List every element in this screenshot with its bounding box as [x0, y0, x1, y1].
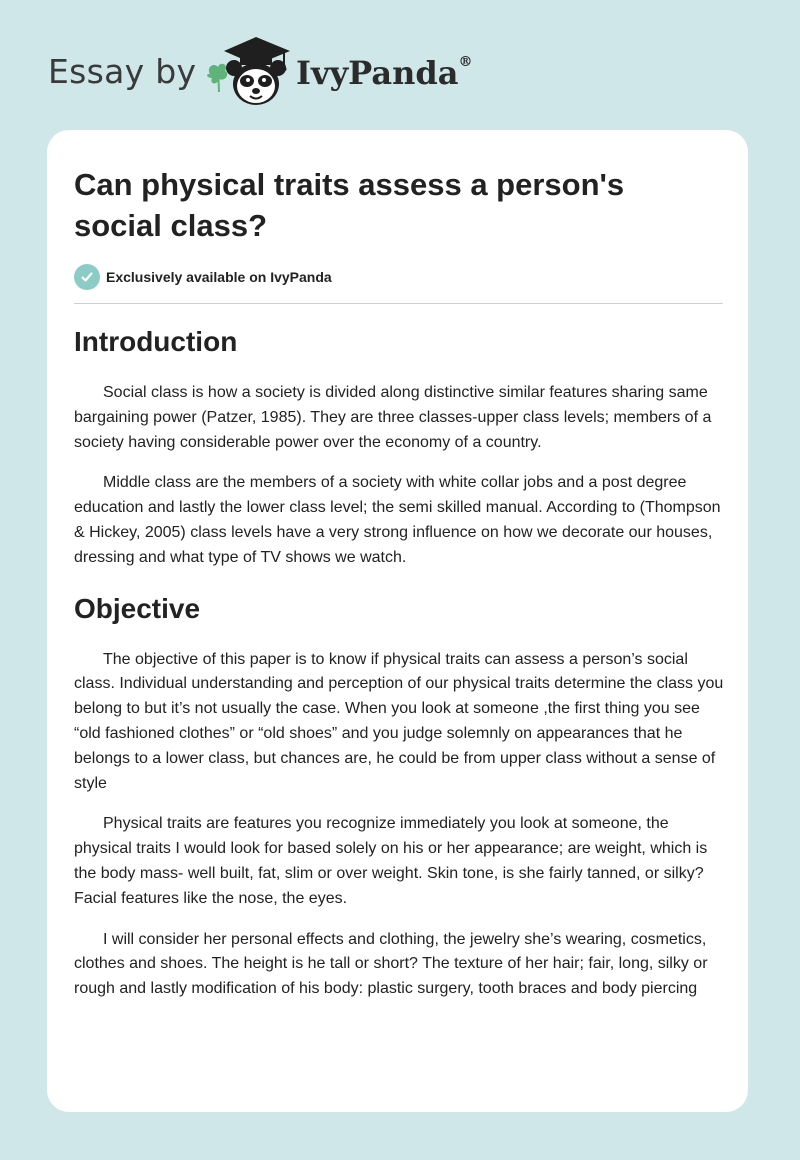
divider — [74, 303, 723, 304]
paragraph: The objective of this paper is to know if physical traits can assess a person’s social class. Individual understanding and perception of our physical traits determine the class you belong to but it’s not usually the case. When you look at someone ,the first thing you see “old fashioned clothes” or “old shoes” and you judge solemnly on appearances that he belongs to a lower class, but chances are, he could be from upper class without a sense of style — [74, 650, 724, 792]
site-header — [48, 34, 508, 114]
section-heading-objective: Objective — [74, 592, 201, 624]
section-heading-introduction: Introduction — [74, 326, 238, 357]
paragraph: I will consider her personal effects and clothing, the jewelry she’s wearing, cosmetics, clothes and shoes. The height is he tall or short? The texture of her hair; fair, long, silky or rough and lastly modification of his body: plastic surgery, tooth braces and body piercing — [74, 930, 708, 998]
essay-by-label: Essay by — [48, 52, 197, 91]
essay-body — [74, 322, 724, 1018]
paragraph: Middle class are the members of a society with white collar jobs and a post degree education and lastly the lower class level; the semi skilled manual. According to (Thompson & Hickey, 2005) class levels have a very strong influence on how we decorate our houses, dressing and what type of TV shows we watch. — [74, 474, 721, 566]
panda-graduate-logo-icon[interactable] — [204, 34, 294, 110]
ivypanda-brand-name[interactable]: IvyPanda® — [296, 54, 473, 92]
exclusive-badge — [74, 264, 332, 290]
exclusive-label: Exclusively available on IvyPanda — [106, 269, 332, 285]
paragraph: Social class is how a society is divided along distinctive similar features sharing same bargaining power (Patzer, 1985). They are three classes-upper class levels; members of a society having considerable power over the economy of a country. — [74, 384, 712, 451]
registered-mark: ® — [458, 54, 473, 71]
essay-card — [47, 130, 748, 1112]
paragraph: Physical traits are features you recognize immediately you look at someone, the physical traits I would look for based solely on his or her appearance; are weight, which is the body mass- well built, fat, slim or over weight. Skin tone, is she fairly tanned, or silky? Facial features like the nose, the eyes. — [74, 815, 708, 907]
check-circle-icon — [74, 264, 100, 290]
page-title: Can physical traits assess a person's social class? — [74, 167, 625, 243]
